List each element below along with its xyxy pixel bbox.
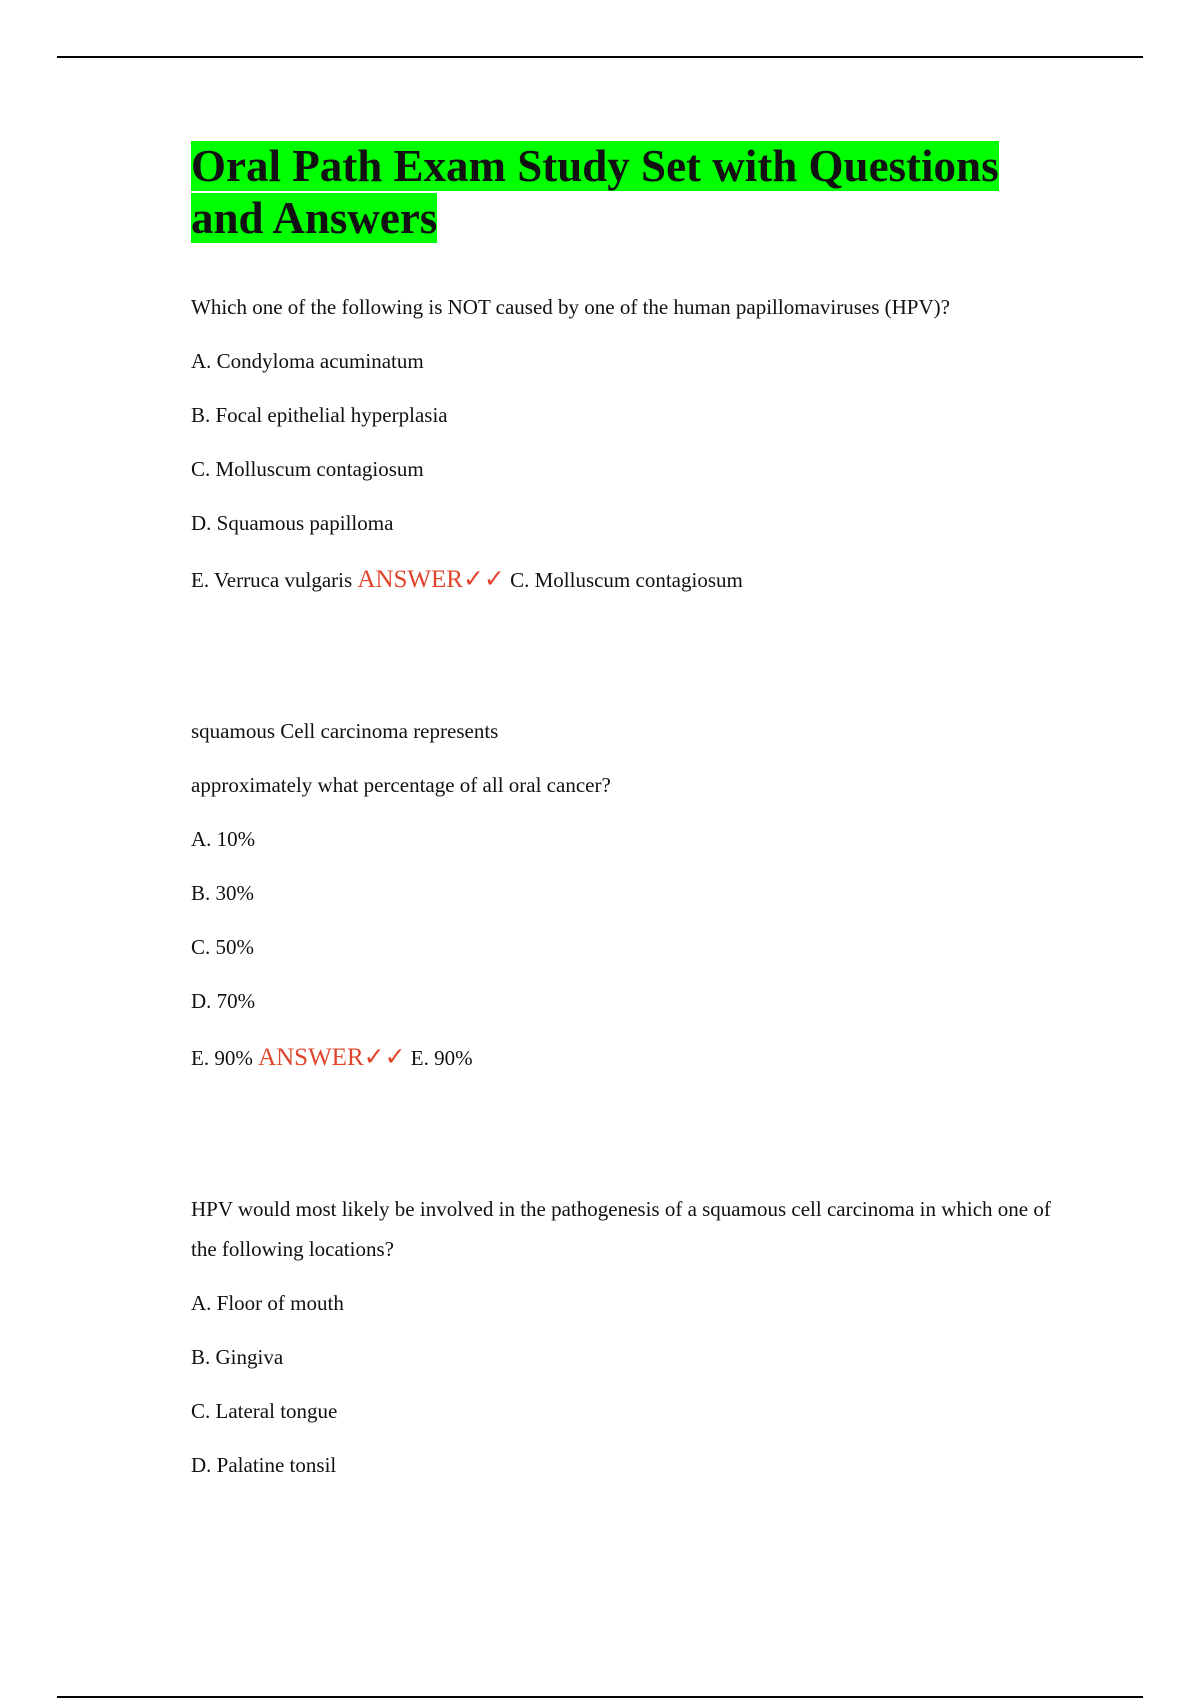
- question-1: [191, 287, 1051, 611]
- document-title: [191, 140, 1051, 244]
- question-1-option-c: C. Molluscum contagiosum: [191, 457, 424, 481]
- document-title-text: Oral Path Exam Study Set with Questions and Answers: [191, 141, 999, 243]
- question-2-option-a: A. 10%: [191, 827, 256, 851]
- question-2-answer: E. 90%: [410, 1046, 473, 1070]
- question-2-option-e-with-answer: [191, 1035, 1051, 1089]
- question-2-option-e: E. 90%: [191, 1046, 253, 1070]
- question-3: [191, 1189, 1051, 1499]
- question-1-stem: Which one of the following is NOT caused by one of the human papillomaviruses (HPV)?: [191, 295, 950, 319]
- question-2: [191, 711, 1051, 1089]
- question-1-option-e-with-answer: [191, 557, 1051, 611]
- question-2-answer-label: ANSWER✓✓: [258, 1044, 406, 1071]
- footer-rule: [57, 1696, 1143, 1698]
- question-1-option-d: D. Squamous papilloma: [191, 511, 394, 535]
- document-body: [191, 140, 1051, 1499]
- question-1-option-e: E. Verruca vulgaris: [191, 568, 353, 592]
- question-1-option-a: A. Condyloma acuminatum: [191, 349, 424, 373]
- question-3-option-a: A. Floor of mouth: [191, 1291, 344, 1315]
- question-3-option-d: D. Palatine tonsil: [191, 1453, 337, 1477]
- question-2-stem-line-2: approximately what percentage of all oral cancer?: [191, 773, 611, 797]
- question-2-option-c: C. 50%: [191, 935, 254, 959]
- question-2-stem-line-1: squamous Cell carcinoma represents: [191, 719, 499, 743]
- question-1-answer-label: ANSWER✓✓: [357, 566, 505, 593]
- question-3-option-b: B. Gingiva: [191, 1345, 284, 1369]
- question-1-option-b: B. Focal epithelial hyperplasia: [191, 403, 448, 427]
- question-3-option-c: C. Lateral tongue: [191, 1399, 338, 1423]
- header-rule: [57, 56, 1143, 58]
- question-3-stem: HPV would most likely be involved in the pathogenesis of a squamous cell carcinoma in which one of the following locations?: [191, 1197, 1051, 1261]
- question-2-option-d: D. 70%: [191, 989, 256, 1013]
- question-2-option-b: B. 30%: [191, 881, 254, 905]
- question-1-answer: C. Molluscum contagiosum: [510, 568, 743, 592]
